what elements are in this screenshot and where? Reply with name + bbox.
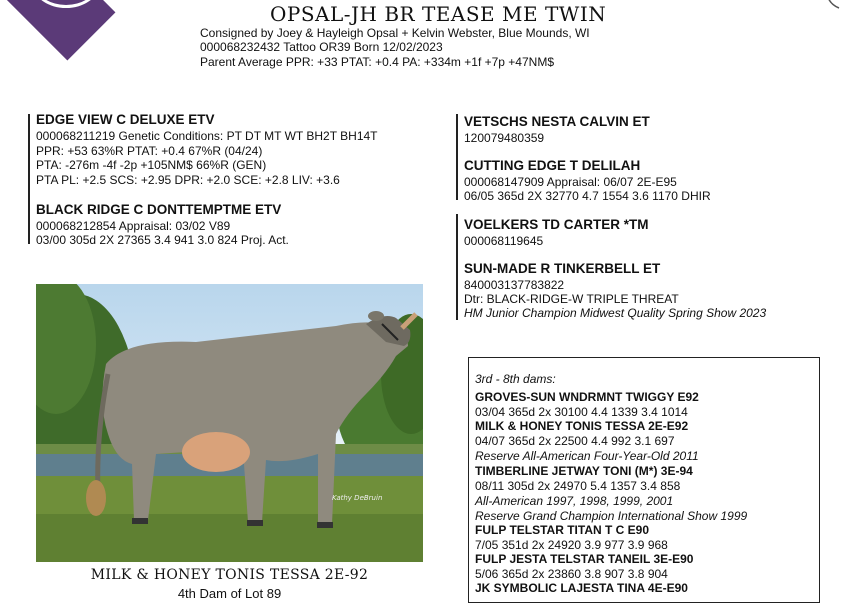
dam4-note: Reserve All-American Four-Year-Old 2011 [475,449,699,463]
sire-pta: PTA: -276m -4f -2p +105NM$ 66%R (GEN) [36,158,267,172]
cow-photo-illustration [36,284,423,562]
dam-appraisal: 000068212854 Appraisal: 03/02 V89 [36,219,231,233]
parent-average-line: Parent Average PPR: +33 PTAT: +0.4 PA: +334m +1f +7p +47NM$ [200,55,554,69]
dams-box-heading: 3rd - 8th dams: [475,372,556,386]
dam5-name: TIMBERLINE JETWAY TONI (M*) 3E-94 [475,464,693,478]
page-title: OPSAL-JH BR TEASE ME TWIN [270,2,607,26]
sire-name: EDGE VIEW C DELUXE ETV [36,112,215,127]
dam6-name: FULP TELSTAR TITAN T C E90 [475,523,650,537]
dam-sire-reg: 000068119645 [464,234,544,248]
dam7-name: FULP JESTA TELSTAR TANEIL 3E-E90 [475,552,694,566]
sire-genetics: 000068211219 Genetic Conditions: PT DT MT WT BH2T BH14T [36,129,378,143]
dams-box [468,357,820,603]
dam4-name: MILK & HONEY TONIS TESSA 2E-E92 [475,419,689,433]
brand-badge-logo [7,0,116,60]
photo-credit: Kathy DeBruin [332,494,383,502]
photo-subcaption: 4th Dam of Lot 89 [177,586,282,601]
dam-record: 03/00 305d 2X 27365 3.4 941 3.0 824 Proj. Act. [36,233,289,247]
sire-ppr: PPR: +53 63%R PTAT: +0.4 67%R (04/24) [36,144,263,158]
sire-sire-reg: 120079480359 [464,131,545,145]
dam-dam-award: HM Junior Champion Midwest Quality Spring Show 2023 [464,306,767,320]
pedigree-bracket-dam [28,184,30,244]
dam-dam-name: SUN-MADE R TINKERBELL ET [464,261,661,276]
photo-caption: MILK & HONEY TONIS TESSA 2E-92 [90,567,369,583]
dam5-note-2: Reserve Grand Champion International Show 1999 [475,509,748,523]
decorative-swoosh-icon [823,0,843,14]
consigner-line: Consigned by Joey & Hayleigh Opsal + Kelvin Webster, Blue Mounds, WI [200,26,590,40]
dam-name: BLACK RIDGE C DONTTEMPTME ETV [36,202,282,217]
dam5-note-1: All-American 1997, 1998, 1999, 2001 [475,494,674,508]
dam4-record: 04/07 365d 2x 22500 4.4 992 3.1 697 [475,434,675,448]
dam7-record: 5/06 365d 2x 23860 3.8 907 3.8 904 [475,567,668,581]
pedigree-bracket-dam-side [456,214,458,320]
dam8-name: JK SYMBOLIC LAJESTA TINA 4E-E90 [475,581,688,595]
dam-dam-daughter: Dtr: BLACK-RIDGE-W TRIPLE THREAT [464,292,679,306]
cow-photo [36,284,423,562]
sire-dam-appraisal: 000068147909 Appraisal: 06/07 2E-E95 [464,175,677,189]
sire-sire-name: VETSCHS NESTA CALVIN ET [464,114,650,129]
dam3-record: 03/04 365d 2x 30100 4.4 1339 3.4 1014 [475,405,688,419]
pedigree-bracket-sire [28,114,30,184]
dam5-record: 08/11 305d 2x 24970 5.4 1357 3.4 858 [475,479,681,493]
sire-dam-name: CUTTING EDGE T DELILAH [464,158,641,173]
dam-sire-name: VOELKERS TD CARTER *TM [464,217,649,232]
sire-dam-record: 06/05 365d 2X 32770 4.7 1554 3.6 1170 DHIR [464,189,711,203]
sire-pta-pl: PTA PL: +2.5 SCS: +2.95 DPR: +2.0 SCE: +2.8 LIV: +3.6 [36,173,340,187]
registration-line: 000068232432 Tattoo OR39 Born 12/02/2023 [200,40,443,54]
dam-dam-reg: 840003137783822 [464,278,565,292]
pedigree-bracket-sire-side [456,114,458,200]
dam3-name: GROVES-SUN WNDRMNT TWIGGY E92 [475,390,699,404]
dam6-record: 7/05 351d 2x 24920 3.9 977 3.9 968 [475,538,668,552]
